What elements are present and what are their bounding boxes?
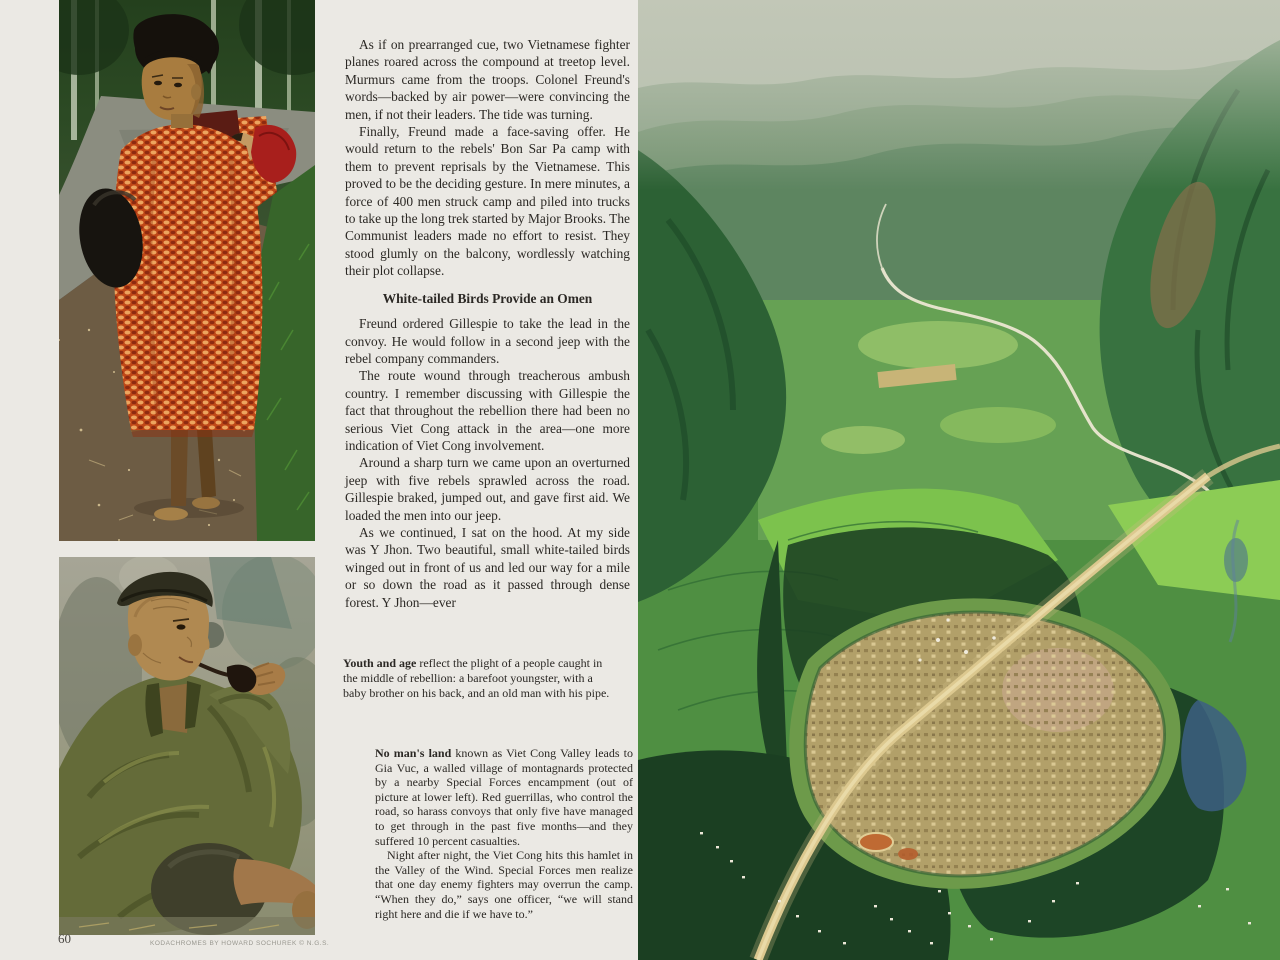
caption-youth-and-age — [343, 656, 619, 702]
article-paragraph: Freund ordered Gillespie to take the lead in the convoy. He would follow in a second jeep with the rebel company commanders. — [345, 316, 630, 366]
article-paragraph: As if on prearranged cue, two Vietnamese fighter planes roared across the compound at treetop level. Murmurs came from the troops. Colonel Freund's words—backed by air power—were convincing the men, if not their leaders. The tide was turning. — [345, 37, 630, 122]
photo-old-man-with-pipe — [59, 557, 315, 935]
caption-text: reflect the plight of a people caught in the middle of rebellion: a barefoot youngster, with a baby brother on his back, and an old man with his pipe. — [343, 656, 610, 701]
article-paragraph: As we continued, I sat on the hood. At my side was Y Jhon. Two beautiful, small white-tailed birds winged out in front of us and led our way for a mile or so down the road as it passed through dense forest. Y Jhon—ever — [345, 524, 630, 610]
article-paragraph: Around a sharp turn we came upon an overturned jeep with five rebels sprawled across the road. Gillespie braked, jumped out, and gave first aid. We loaded the men into our jeep. — [345, 455, 630, 523]
caption-paragraph: Night after night, the Viet Cong hits this hamlet in the Valley of the Wind. Special Forces men realize that one day enemy fighters may overrun the camp. “When they do,” says one officer, “we will stand right here and die if we have to.” — [375, 848, 633, 921]
page-number: 60 — [58, 931, 71, 946]
photo-boy-with-baby — [59, 0, 315, 541]
caption-lead: No man's land — [375, 746, 452, 760]
boy-with-baby-illustration — [59, 0, 315, 541]
old-man-illustration — [59, 557, 315, 935]
article-paragraph: Finally, Freund made a face-saving offer. He would return to the rebels' Bon Sar Pa camp with them to prevent reprisals by the Vietnamese. This proved to be the deciding gesture. In mere minutes, a force of 400 men struck camp and piled into trucks to take up the long trek started by Major Brooks. The Communist leaders made no effort to resist. They stood glumly on the balcony, wordlessly watching their plot collapse. — [345, 124, 630, 279]
aerial-valley-illustration — [638, 0, 1280, 960]
caption-lead: Youth and age — [343, 656, 417, 670]
article-paragraph: The route wound through treacherous ambush country. I remember discussing with Gillespie the fact that throughout the rebellion there had been no serious Viet Cong attack in the area—one more indication of Viet Cong involvement. — [345, 368, 630, 453]
photo-credit: KODACHROMES BY HOWARD SOCHUREK © N.G.S. — [150, 940, 330, 947]
article-text-column — [345, 36, 630, 611]
caption-text: known as Viet Cong Valley leads to Gia Vuc, a walled village of montagnards protected by a nearby Special Forces encampment (out of picture at lower left). Red guerrillas, who control the road, so harass convoys that only five have managed to get through in the past five months—and they suffered 10 percent casualties. — [375, 746, 633, 848]
caption-paragraph — [375, 746, 633, 848]
caption-no-mans-land — [375, 746, 633, 921]
photo-aerial-viet-cong-valley — [638, 0, 1280, 960]
section-heading: White-tailed Birds Provide an Omen — [382, 290, 593, 306]
